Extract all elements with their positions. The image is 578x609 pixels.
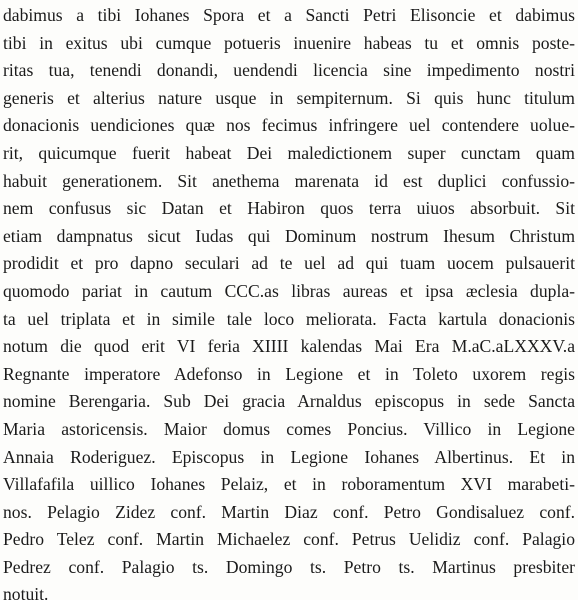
text-line: ritas tua, tenendi donandi, uendendi licencia sine impedimento nostri (3, 60, 575, 81)
text-line: Pedrez conf. Palagio ts. Domingo ts. Petro ts. Martinus presbiter (3, 556, 575, 577)
text-line: notum die quod erit VI feria XIIII kalendas Mai Era M.aC.aLXXXV.a (3, 336, 575, 357)
charter-text (3, 2, 575, 609)
text-line: quomodo pariat in cautum CCC.as libras aureas et ipsa æclesia dupla- (3, 280, 575, 301)
text-line: tibi in exitus ubi cumque potueris inuenire habeas tu et omnis poste- (3, 32, 575, 53)
text-line: etiam dampnatus sicut Iudas qui Dominum nostrum Ihesum Christum (3, 225, 575, 246)
text-line: nos. Pelagio Zidez conf. Martin Diaz conf. Petro Gondisaluez conf. (3, 501, 575, 522)
text-line: Annaia Roderiguez. Episcopus in Legione Iohanes Albertinus. Et in (3, 446, 575, 467)
text-line: nem confusus sic Datan et Habiron quos terra uiuos absorbuit. Sit (3, 198, 575, 219)
text-line: rit, quicumque fuerit habeat Dei maledictionem super cunctam quam (3, 142, 575, 163)
text-line: donacionis uendiciones quæ nos fecimus infringere uel contendere uolue- (3, 115, 575, 136)
text-line: prodidit et pro dapno seculari ad te uel ad qui tuam uocem pulsauerit (3, 253, 575, 274)
text-line: nomine Berengaria. Sub Dei gracia Arnaldus episcopus in sede Sancta (3, 391, 575, 412)
text-line: ta uel triplata et in simile tale loco meliorata. Facta kartula donacionis (3, 308, 575, 329)
text-line: Maria astoricensis. Maior domus comes Poncius. Villico in Legione (3, 418, 575, 439)
text-line: Regnante imperatore Adefonso in Legione et in Toleto uxorem regis (3, 363, 575, 384)
text-line-last: notuit. (3, 584, 49, 605)
text-line: Pedro Telez conf. Martin Michaelez conf. Petrus Uelidiz conf. Palagio (3, 529, 575, 550)
text-line: Villafafila uillico Iohanes Pelaiz, et in roboramentum XVI marabeti- (3, 474, 575, 495)
text-line: habuit generationem. Sit anethema marenata id est duplici confussio- (3, 170, 575, 191)
text-line: dabimus a tibi Iohanes Spora et a Sancti Petri Elisoncie et dabimus (3, 5, 575, 25)
text-line: generis et alterius nature usque in sempiternum. Si quis hunc titulum (3, 87, 575, 108)
